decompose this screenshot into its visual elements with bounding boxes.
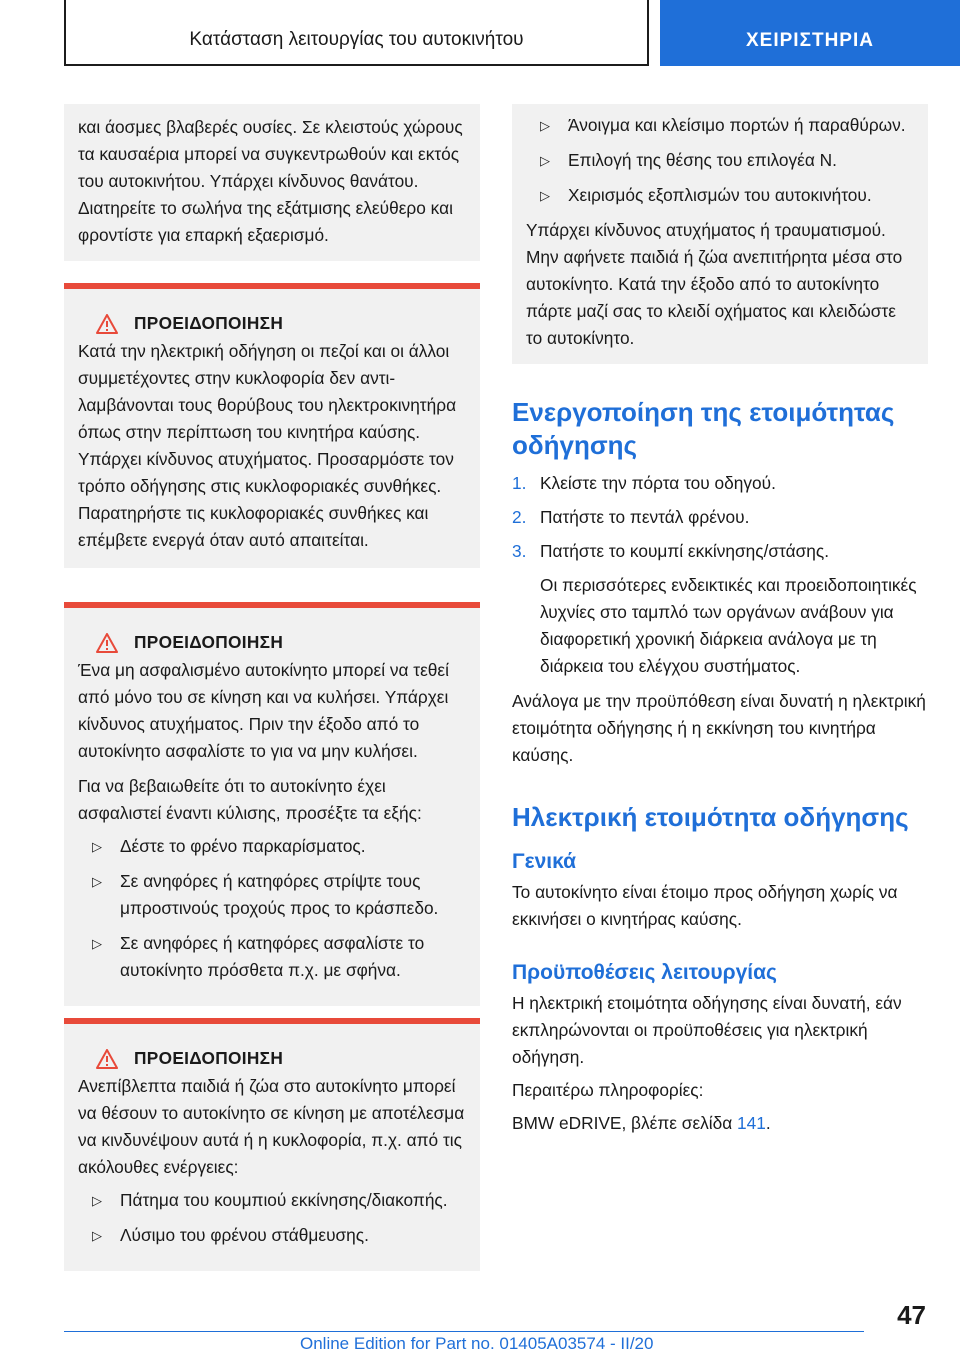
warning-triangle-icon xyxy=(96,314,118,334)
triangle-bullet-icon: ▷ xyxy=(540,153,550,168)
more-info-label: Περαιτέρω πληροφορίες: xyxy=(512,1080,704,1100)
requirements-text: Η ηλεκτρική ετοιμότητα οδήγησης είναι δυνατή, εάν εκπληρώνονται οι προϋποθέσεις για ηλεκτρική οδήγηση. xyxy=(512,993,902,1067)
list-item: ▷ Πάτημα του κουμπιού εκκίνησης/διακοπής. xyxy=(78,1187,466,1214)
intro-text: και άοσμες βλαβερές ουσίες. Σε κλειστούς χώρους τα καυσαέρια μπορεί να συγκεντρωθούν και εκτός του αυτοκινήτου. Υπάρχει κίνδυνος θανάτου. Διατηρείτε το σωλήνα της εξάτμισης ελεύθερο και φροντίστε για επαρκή εξαερισμό. xyxy=(78,117,463,245)
section-heading-electric-drive: Ηλεκτρική ετοιμότητα οδήγησης xyxy=(512,802,909,832)
list-item: ▷ Χειρισμός εξοπλισμών του αυτοκινήτου. xyxy=(526,182,914,209)
header-section-title: Κατάσταση λειτουργίας του αυτοκινήτου xyxy=(64,0,649,66)
triangle-bullet-icon: ▷ xyxy=(540,118,550,133)
warning-box-1 xyxy=(64,283,480,568)
list-item: ▷ Λύσιμο του φρένου στάθμευσης. xyxy=(78,1222,466,1249)
warning-text: Ένα μη ασφαλισμένο αυτοκίνητο μπορεί να τεθεί από μόνο του σε κίνηση και να κυλήσει. Υπάρχει κίνδυνος ατυχήματος. Πριν την έξοδο από το αυτοκίνητο ασφαλίστε το για να μην κυλήσει. xyxy=(78,660,449,761)
warning-continuation-text: Υπάρχει κίνδυνος ατυχήματος ή τραυματισμού. Μην αφήνετε παιδιά ή ζώα ανεπιτήρητα μέσα στο αυτοκίνητο. Κατά την έξοδο από το αυτοκίνητο πάρτε μαζί σας το κλειδί οχήματος και κλειδώστε το αυτοκίνητο. xyxy=(526,220,903,348)
warning-title: ΠΡΟΕΙΔΟΠΟΙΗΣΗ xyxy=(134,632,284,652)
precaution-list xyxy=(78,833,466,984)
step-item: 3. Πατήστε το κουμπί εκκίνησης/στάσης. xyxy=(512,541,830,561)
footer-edition: Online Edition for Part no. 01405A03574 - II/20 xyxy=(300,1334,654,1353)
section-heading-ready-to-drive: Ενεργοποίηση της ετοιμότητας οδήγησης xyxy=(512,397,895,460)
triangle-bullet-icon: ▷ xyxy=(92,1193,102,1208)
steps-list xyxy=(512,470,928,565)
warning-triangle-icon xyxy=(96,1049,118,1069)
list-item: ▷ Δέστε το φρένο παρκαρίσματος. xyxy=(78,833,466,860)
left-column xyxy=(64,104,480,1271)
reference-line: BMW eDRIVE, βλέπε σελίδα 141. xyxy=(512,1113,771,1133)
page-number: 47 xyxy=(897,1300,926,1330)
warning-text-2: Για να βεβαιωθείτε ότι το αυτοκίνητο έχει ασφαλιστεί έναντι κύλισης, προσέξτε τα εξής: xyxy=(78,776,422,823)
warning-triangle-icon xyxy=(96,633,118,653)
step-item: 2. Πατήστε το πεντάλ φρένου. xyxy=(512,507,750,527)
triangle-bullet-icon: ▷ xyxy=(92,839,102,854)
warning-box-3 xyxy=(64,1018,480,1271)
intro-box xyxy=(64,104,480,261)
triangle-bullet-icon: ▷ xyxy=(92,1228,102,1243)
warning-header xyxy=(78,632,466,653)
triangle-bullet-icon: ▷ xyxy=(92,874,102,889)
warning-text: Ανεπίβλεπτα παιδιά ή ζώα στο αυτοκίνητο μπορεί να θέσουν το αυτοκίνητο σε κίνηση με αποτέλεσμα να κινδυνέψουν αυτά ή η κυκλοφορία, π.χ. από τις ακόλουθες ενέργειες: xyxy=(78,1076,465,1177)
subheading-general: Γενικά xyxy=(512,850,577,873)
warning-text: Κατά την ηλεκτρική οδήγηση οι πεζοί και οι άλλοι συμμετέχοντες στην κυκλοφορία δεν αντιλαμβάνονται τους θορύβους του ηλεκτροκινητήρα όπως στην περίπτωση του κινητήρα καύσης. Υπάρχει κίνδυνος ατυχήματος. Προσαρμόστε τον τρόπο οδήγησης στις κυκλοφοριακές συνθήκες. Παρατηρήστε τις κυκλοφοριακές συνθήκες και επέμβετε ενεργά όταν αυτό απαιτείται. xyxy=(78,341,457,550)
warning-box-2 xyxy=(64,602,480,1006)
warning-title: ΠΡΟΕΙΔΟΠΟΙΗΣΗ xyxy=(134,1048,284,1068)
list-item: ▷ Επιλογή της θέσης του επιλογέα N. xyxy=(526,147,914,174)
footer-divider xyxy=(64,1331,864,1332)
warning-header xyxy=(78,313,466,334)
list-item: ▷ Άνοιγμα και κλείσιμο πορτών ή παραθύρων. xyxy=(526,112,914,139)
warning-title: ΠΡΟΕΙΔΟΠΟΙΗΣΗ xyxy=(134,313,284,333)
header-chapter-badge: ΧΕΙΡΙΣΤΗΡΙΑ xyxy=(660,0,960,66)
subheading-requirements: Προϋποθέσεις λειτουργίας xyxy=(512,961,777,984)
general-text: Το αυτοκίνητο είναι έτοιμο προς οδήγηση χωρίς να εκκινήσει ο κινητήρας καύσης. xyxy=(512,882,898,929)
triangle-bullet-icon: ▷ xyxy=(92,936,102,951)
step-item: 1. Κλείστε την πόρτα του οδηγού. xyxy=(512,473,776,493)
list-item: ▷ Σε ανηφόρες ή κατηφόρες στρίψτε τους μπροστινούς τροχούς προς το κράσπεδο. xyxy=(78,868,466,922)
triangle-bullet-icon: ▷ xyxy=(540,188,550,203)
section-text: Ανάλογα με την προϋπόθεση είναι δυνατή η ηλεκτρική ετοιμότητα οδήγησης ή η εκκίνηση του κινητήρα καύσης. xyxy=(512,691,926,765)
warning-header xyxy=(78,1048,466,1069)
action-list-continued xyxy=(526,112,914,209)
list-item: ▷ Σε ανηφόρες ή κατηφόρες ασφαλίστε το αυτοκίνητο πρόσθετα π.χ. με σφήνα. xyxy=(78,930,466,984)
right-column xyxy=(512,104,928,1137)
warning-continuation-box xyxy=(512,104,928,364)
action-list xyxy=(78,1187,466,1249)
page-reference-link[interactable]: 141 xyxy=(737,1113,766,1133)
step-note: Οι περισσότερες ενδεικτικές και προειδοποιητικές λυχνίες στο ταμπλό των οργάνων ανάβουν για διαφορετική χρονική διάρκεια ανάλογα με τη διάρκεια του ελέγχου συστήματος. xyxy=(540,575,917,676)
